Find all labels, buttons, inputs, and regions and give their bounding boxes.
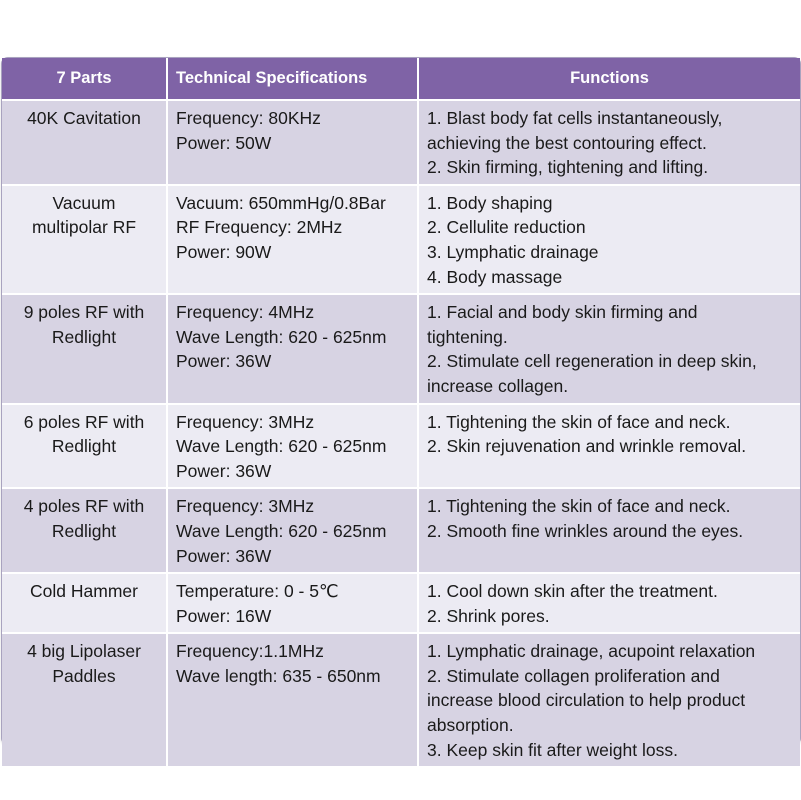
- specs-line: Temperature: 0 - 5℃: [176, 581, 339, 602]
- table-row: [2, 573, 800, 633]
- functions-line: 1. Tightening the skin of face and neck.: [427, 411, 731, 432]
- functions-line: 4. Body massage: [427, 266, 563, 287]
- specs-table: [2, 58, 800, 768]
- part-line: Vacuum: [52, 192, 116, 213]
- specs-line: Frequency: 80KHz: [176, 108, 321, 128]
- functions-line: 2. Skin firming, tightening and lifting.: [427, 157, 709, 178]
- cell-specs: [167, 294, 418, 403]
- cell-part: [2, 573, 167, 633]
- cell-functions: [418, 294, 800, 403]
- functions-line: increase blood circulation to help product: [427, 690, 746, 711]
- specs-line: Power: 16W: [176, 605, 272, 626]
- functions-line: 2. Stimulate collagen proliferation and: [427, 665, 720, 686]
- specs-line: Frequency: 3MHz: [176, 496, 315, 517]
- cell-part: [2, 404, 167, 489]
- specs-line: Power: 36W: [176, 460, 272, 481]
- functions-line: 2. Stimulate cell regeneration in deep skin,: [427, 351, 757, 372]
- cell-part: [2, 633, 167, 767]
- functions-line: 1. Lymphatic drainage, acupoint relaxation: [427, 641, 756, 662]
- cell-specs: [167, 633, 418, 767]
- cell-part: [2, 100, 167, 185]
- header-functions: Functions: [418, 58, 800, 100]
- header-parts: 7 Parts: [2, 58, 167, 100]
- functions-line: 2. Cellulite reduction: [427, 217, 586, 238]
- part-line: 4 poles RF with: [23, 496, 145, 517]
- cell-part: [2, 488, 167, 573]
- functions-line: achieving the best contouring effect.: [427, 132, 707, 153]
- part-line: Redlight: [51, 326, 117, 347]
- part-line: Paddles: [52, 665, 116, 686]
- table-body: [2, 100, 800, 767]
- specs-line: Vacuum: 650mmHg/0.8Bar: [176, 192, 386, 213]
- specs-line: Wave Length: 620 - 625nm: [176, 436, 387, 457]
- cell-part: [2, 185, 167, 294]
- specs-line: Frequency: 4MHz: [176, 302, 315, 323]
- specs-line: Power: 90W: [176, 241, 272, 262]
- header-specs: Technical Specifications: [167, 58, 418, 100]
- cell-functions: [418, 488, 800, 573]
- cell-functions: [418, 185, 800, 294]
- cell-functions: [418, 404, 800, 489]
- functions-line: 3. Lymphatic drainage: [427, 241, 599, 262]
- functions-line: 2. Skin rejuvenation and wrinkle removal.: [427, 436, 747, 457]
- functions-line: 1. Tightening the skin of face and neck.: [427, 496, 731, 517]
- part-line: multipolar RF: [31, 217, 137, 238]
- functions-line: tightening.: [427, 326, 508, 347]
- functions-line: 2. Smooth fine wrinkles around the eyes.: [427, 520, 744, 541]
- specs-line: Wave Length: 620 - 625nm: [176, 326, 387, 347]
- table-row: [2, 404, 800, 489]
- table-header-row: [2, 58, 800, 100]
- table-row: [2, 488, 800, 573]
- functions-line: increase collagen.: [427, 375, 569, 396]
- table-row: [2, 185, 800, 294]
- part-line: Cold Hammer: [30, 581, 138, 602]
- part-line: 4 big Lipolaser: [27, 641, 141, 662]
- cell-functions: [418, 633, 800, 767]
- functions-line: 1. Cool down skin after the treatment.: [427, 581, 718, 602]
- specs-line: Wave Length: 620 - 625nm: [176, 520, 387, 541]
- cell-specs: [167, 488, 418, 573]
- cell-specs: [167, 100, 418, 185]
- specs-line: Power: 50W: [176, 132, 272, 153]
- functions-line: absorption.: [427, 715, 514, 736]
- specs-line: Power: 36W: [176, 351, 272, 372]
- cell-part: [2, 294, 167, 403]
- cell-functions: [418, 100, 800, 185]
- cell-specs: [167, 573, 418, 633]
- functions-line: 1. Facial and body skin firming and: [427, 302, 698, 323]
- table-row: [2, 633, 800, 767]
- specs-line: Wave length: 635 - 650nm: [176, 665, 381, 686]
- specs-table-container: [1, 57, 801, 760]
- cell-specs: [167, 404, 418, 489]
- specs-line: Frequency:1.1MHz: [176, 641, 324, 662]
- part-line: Redlight: [51, 520, 117, 541]
- specs-line: Frequency: 3MHz: [176, 411, 315, 432]
- functions-line: 2. Shrink pores.: [427, 605, 550, 626]
- specs-line: RF Frequency: 2MHz: [176, 217, 343, 238]
- cell-functions: [418, 573, 800, 633]
- part-line: Redlight: [51, 436, 117, 457]
- part-line: 6 poles RF with: [23, 411, 145, 432]
- functions-line: 1. Blast body fat cells instantaneously,: [427, 108, 723, 128]
- table-row: [2, 100, 800, 185]
- cell-specs: [167, 185, 418, 294]
- functions-line: 1. Body shaping: [427, 192, 553, 213]
- specs-line: Power: 36W: [176, 545, 272, 566]
- functions-line: 3. Keep skin fit after weight loss.: [427, 739, 678, 760]
- part-line: 40K Cavitation: [27, 108, 141, 128]
- table-row: [2, 294, 800, 403]
- part-line: 9 poles RF with: [23, 302, 145, 323]
